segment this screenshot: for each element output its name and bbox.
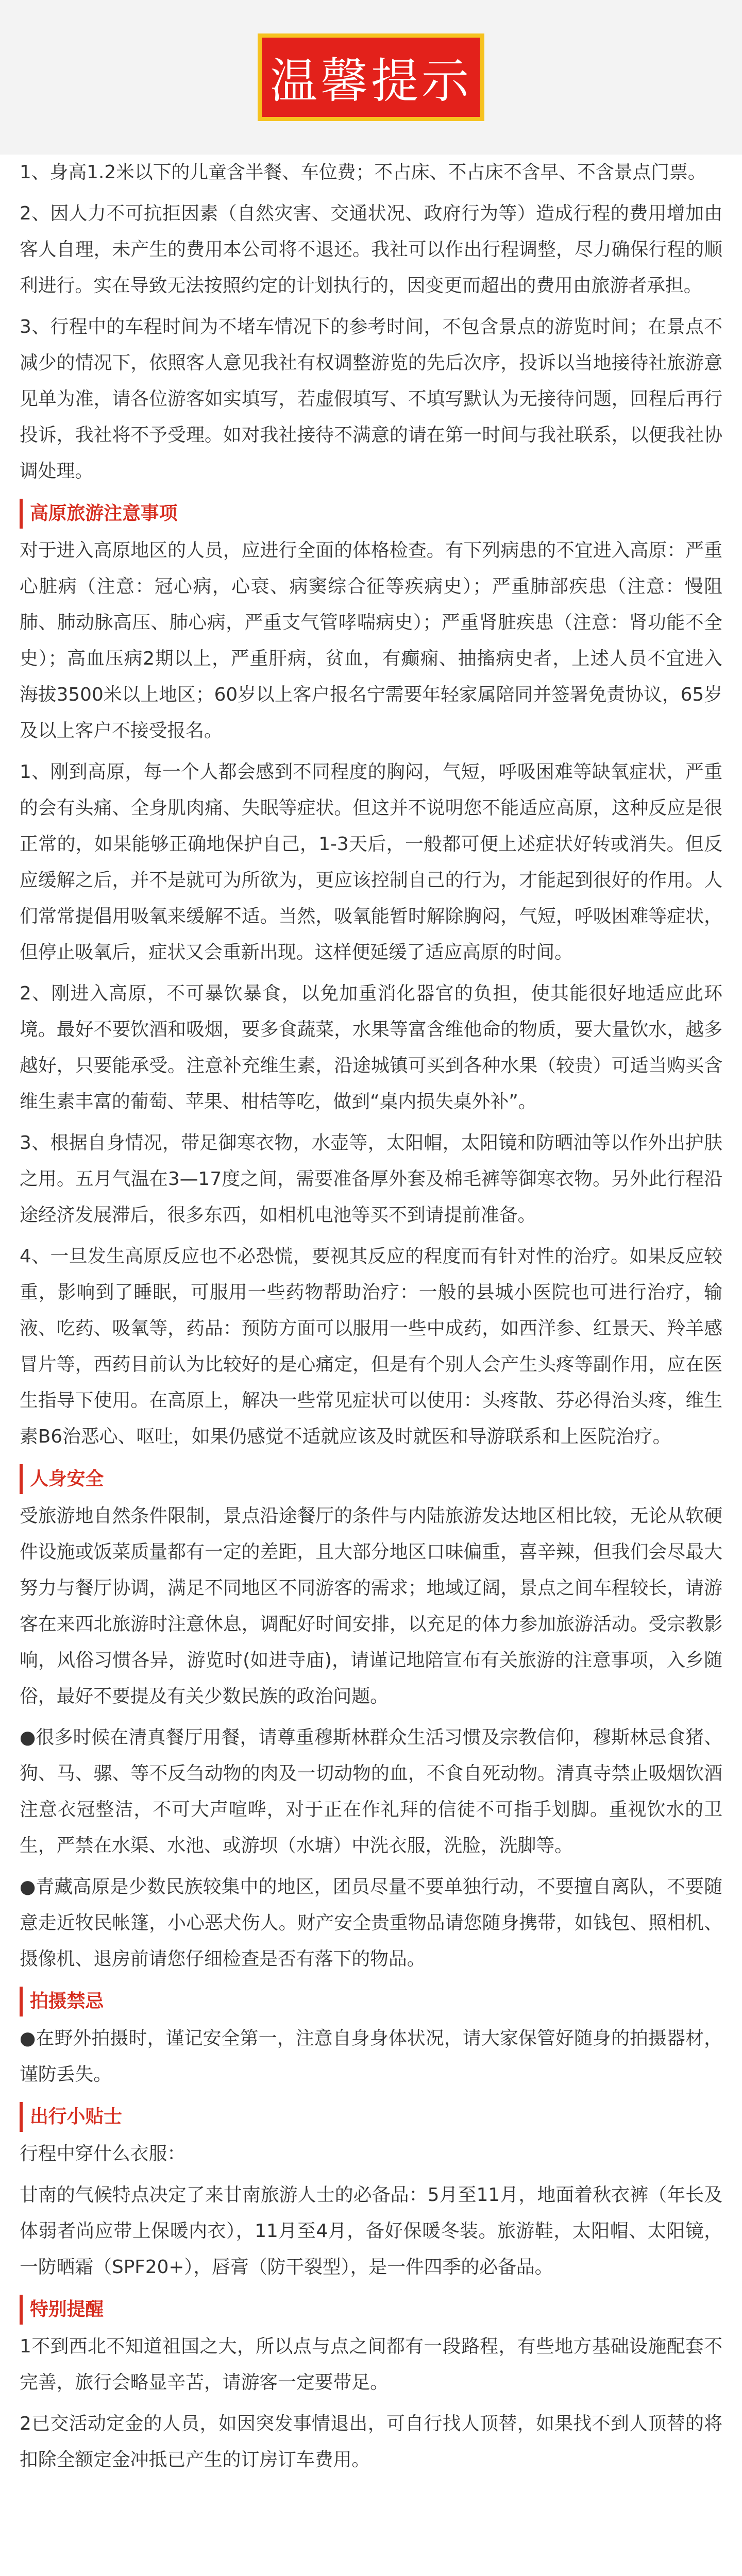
section-heading-special: 特别提醒 <box>20 2295 104 2325</box>
paragraph-altitude-1: 1、刚到高原，每一个人都会感到不同程度的胸闷，气短，呼吸困难等缺氧症状，严重的会有头痛、全身肌肉痛、失眠等症状。但这并不说明您不能适应高原，这种反应是很正常的，如果能够正确地保护自己，1-3天后，一般都可便上述症状好转或消失。但反应缓解之后，并不是就可为所欲为，更应该控制自己的行为，才能起到很好的作用。人们常常提倡用吸氧来缓解不适。当然，吸氧能暂时解除胸闷，气短，呼吸困难等症状，但停止吸氧后，症状又会重新出现。这样便延缓了适应高原的时间。 <box>20 761 722 963</box>
paragraph-itinerary-time: 3、行程中的车程时间为不堵车情况下的参考时间，不包含景点的游览时间；在景点不减少的情况下，依照客人意见我社有权调整游览的先后次序，投诉以当地接待社旅游意见单为准，请各位游客如实填写，若虚假填写、不填写默认为无接待问题，回程后再行投诉，我社将不予受理。如对我社接待不满意的请在第一时间与我社联系，以便我社协调处理。 <box>20 316 722 482</box>
paragraph-clothing: 甘南的气候特点决定了来甘南旅游人士的必备品：5月至11月，地面着秋衣裤（年长及体弱者尚应带上保暖内衣），11月至4月，备好保暖冬装。旅游鞋，太阳帽、太阳镜，一防晒霜（SPF20+），唇膏（防干裂型），是一件四季的必备品。 <box>20 2184 722 2278</box>
paragraph-altitude-4: 4、一旦发生高原反应也不必恐慌，要视其反应的程度而有针对性的治疗。如果反应较重，影响到了睡眠，可服用一些药物帮助治疗：一般的县城小医院也可进行治疗，输液、吃药、吸氧等，药品：预防方面可以服用一些中成药，如西洋参、红景天、羚羊感冒片等，西药目前认为比较好的是心痛定，但是有个别人会产生头疼等副作用，应在医生指导下使用。在高原上，解决一些常见症状可以使用：头疼散、芬必得治头疼，维生素B6治恶心、呕吐，如果仍感觉不适就应该及时就医和导游联系和上医院治疗。 <box>20 1246 722 1447</box>
paragraph-safety-2: ●很多时候在清真餐厅用餐，请尊重穆斯林群众生活习惯及宗教信仰，穆斯林忌食猪、狗、马、骡、等不反刍动物的肉及一切动物的血，不食自死动物。清真寺禁止吸烟饮酒注意衣冠整洁，不可大声喧哗，对于正在作礼拜的信徒不可指手划脚。重视饮水的卫生，严禁在水渠、水池、或游坝（水塘）中洗衣服，洗脸，洗脚等。 <box>20 1727 722 1856</box>
paragraph-special-1: 1不到西北不知道祖国之大，所以点与点之间都有一段路程，有些地方基础设施配套不完善，旅行会略显辛苦，请游客一定要带足。 <box>20 2336 722 2393</box>
section-heading-plateau: 高原旅游注意事项 <box>20 499 177 529</box>
header-banner <box>0 0 742 155</box>
banner-title-box <box>258 33 484 121</box>
paragraph-clothing-title: 行程中穿什么衣服： <box>20 2143 186 2164</box>
paragraph-special-2: 2已交活动定金的人员，如因突发事情退出，可自行找人顶替，如果找不到人顶替的将扣除全额定金冲抵已产生的订房订车费用。 <box>20 2413 722 2470</box>
section-heading-photo: 拍摄禁忌 <box>20 1987 104 2016</box>
paragraph-safety-1: 受旅游地自然条件限制，景点沿途餐厅的条件与内陆旅游发达地区相比较，无论从软硬件设施或饭菜质量都有一定的差距，且大部分地区口味偏重，喜辛辣，但我们会尽最大努力与餐厅协调，满足不同地区不同游客的需求；地域辽阔，景点之间车程较长，请游客在来西北旅游时注意休息，调配好时间安排，以充足的体力参加旅游活动。受宗教影响，风俗习惯各异，游览时(如进寺庙)，请谨记地陪宣布有关旅游的注意事项，入乡随俗，最好不要提及有关少数民族的政治问题。 <box>20 1505 722 1707</box>
paragraph-force-majeure: 2、因人力不可抗拒因素（自然灾害、交通状况、政府行为等）造成行程的费用增加由客人自理，未产生的费用本公司将不退还。我社可以作出行程调整，尽力确保行程的顺利进行。实在导致无法按照约定的计划执行的，因变更而超出的费用由旅游者承担。 <box>20 203 722 296</box>
section-heading-tips: 出行小贴士 <box>20 2102 122 2132</box>
content <box>20 155 722 2483</box>
section-heading-safety: 人身安全 <box>20 1464 104 1494</box>
page-title: 温馨提示 <box>269 54 472 109</box>
paragraph-children-fee: 1、身高1.2米以下的儿童含半餐、车位费；不占床、不占床不含早、不含景点门票。 <box>20 162 706 183</box>
paragraph-altitude-3: 3、根据自身情况，带足御寒衣物，水壶等，太阳帽，太阳镜和防晒油等以作外出护肤之用。五月气温在3—17度之间，需要准备厚外套及棉毛裤等御寒衣物。另外此行程沿途经济发展滞后，很多东西，如相机电池等买不到请提前准备。 <box>20 1132 722 1226</box>
paragraph-altitude-2: 2、刚进入高原，不可暴饮暴食，以免加重消化器官的负担，使其能很好地适应此环境。最好不要饮酒和吸烟，要多食蔬菜，水果等富含维他命的物质，要大量饮水，越多越好，只要能承受。注意补充维生素，沿途城镇可买到各种水果（较贵）可适当购买含维生素丰富的葡萄、苹果、柑桔等吃，做到“桌内损失桌外补”。 <box>20 983 722 1112</box>
paragraph-photo: ●在野外拍摄时，谨记安全第一，注意自身身体状况，请大家保管好随身的拍摄器材，谨防丢失。 <box>20 2028 722 2085</box>
paragraph-safety-3: ●青藏高原是少数民族较集中的地区，团员尽量不要单独行动，不要擅自离队，不要随意走近牧民帐篷，小心恶犬伤人。财产安全贵重物品请您随身携带，如钱包、照相机、摄像机、退房前请您仔细检查是否有落下的物品。 <box>20 1876 722 1970</box>
paragraph-health-check: 对于进入高原地区的人员，应进行全面的体格检查。有下列病患的不宜进入高原：严重心脏病（注意：冠心病，心衰、病窦综合征等疾病史）；严重肺部疾患（注意：慢阻肺、肺动脉高压、肺心病，严重支气管哮喘病史）；严重肾脏疾患（注意：肾功能不全史）；高血压病2期以上，严重肝病，贫血，有癫痫、抽搐病史者，上述人员不宜进入海拔3500米以上地区；60岁以上客户报名宁需要年轻家属陪同并签署免责协议，65岁及以上客户不接受报名。 <box>20 540 722 741</box>
